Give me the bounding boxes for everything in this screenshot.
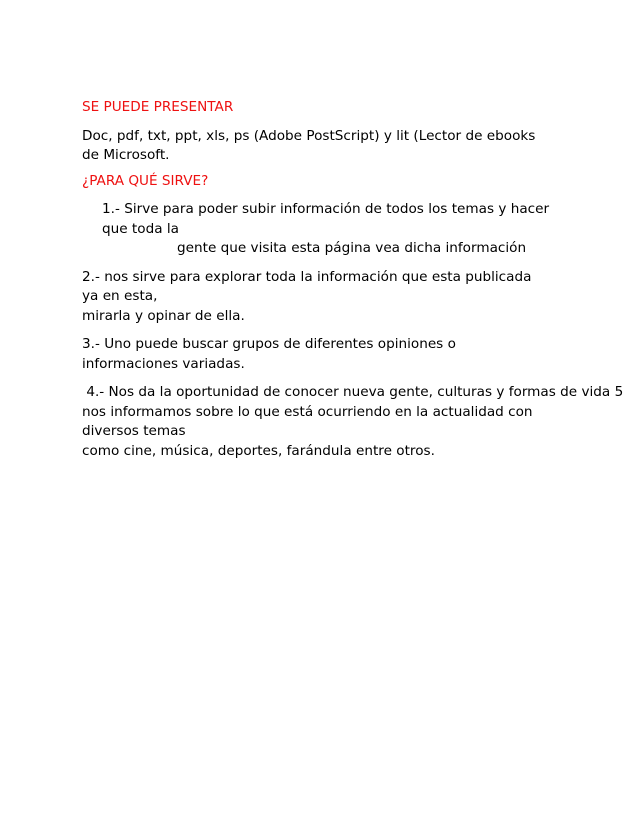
heading-purpose: ¿PARA QUÉ SIRVE? [82,172,209,189]
document-body [82,98,624,470]
list-item-4-line-3: como cine, música, deportes, farándula entre otros. [82,442,435,459]
list-item-4 [82,383,624,461]
list-item-4-line-2: nos informamos sobre lo que está ocurriendo en la actualidad con diversos temas [82,403,533,439]
list-item-4-line-1: 4.- Nos da la oportunidad de conocer nueva gente, culturas y formas de vida 5 [82,384,624,400]
list-item-2 [82,268,552,327]
list-item-2-line-2: mirarla y opinar de ella. [82,307,245,324]
list-item-3: 3.- Uno puede buscar grupos de diferentes opiniones o informaciones variadas. [82,336,456,372]
list-item-2-line-1: 2.- nos sirve para explorar toda la información que esta publicada ya en esta, [82,268,532,304]
list-item-1 [82,200,552,259]
heading-present: SE PUEDE PRESENTAR [82,99,234,115]
formats-line: Doc, pdf, txt, ppt, xls, ps (Adobe PostScript) y lit (Lector de ebooks de Microsoft. [82,127,536,163]
list-item-1-line-1: 1.- Sirve para poder subir información de todos los temas y hacer que toda la [102,201,550,237]
list-item-1-line-2: gente que visita esta página vea dicha información [177,240,527,256]
